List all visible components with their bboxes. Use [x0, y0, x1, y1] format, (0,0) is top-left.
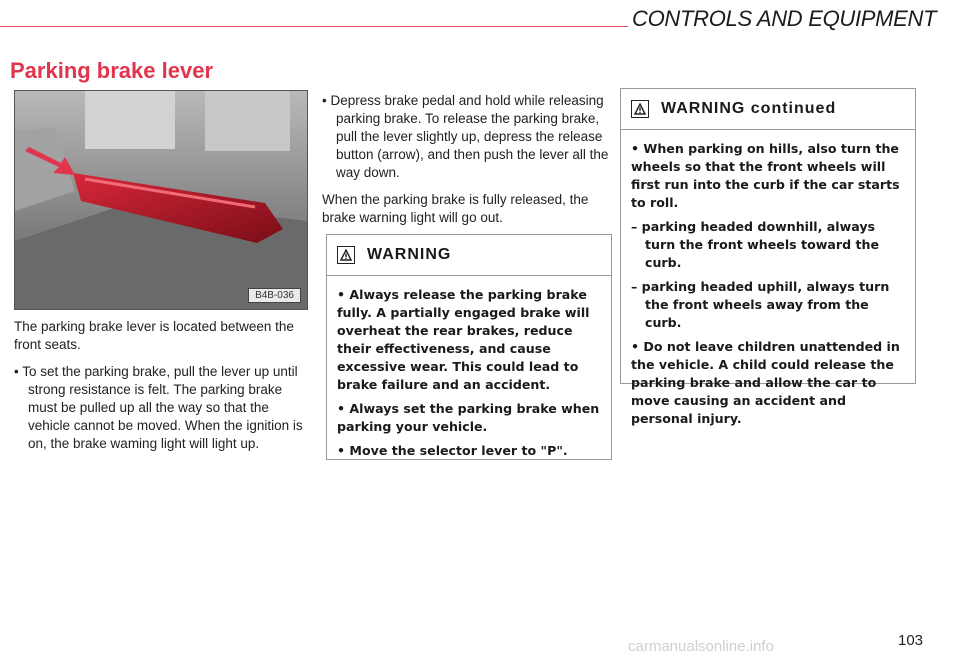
section-header: CONTROLS AND EQUIPMENT [632, 6, 937, 31]
warning-continued-header [621, 89, 915, 130]
page-number: 103 [898, 632, 924, 649]
parking-brake-illustration [15, 91, 307, 309]
warning-item: • Always release the parking brake fully. A partially engaged brake will overheat the rear brakes, reduce their effectiveness, and cause excessive wear. This could lead to brake failure and an accident. [337, 287, 590, 392]
header-rule [0, 26, 628, 27]
released-note: When the parking brake is fully released, the brake warning light will go out. [322, 192, 589, 225]
warning-subitem: – parking headed downhill, always turn the front wheels toward the curb. [631, 219, 879, 270]
watermark: carmanualsonline.info [628, 638, 774, 655]
parking-brake-photo [14, 90, 308, 310]
page-title: Parking brake lever [10, 58, 214, 83]
warning-continued-body [621, 130, 915, 428]
warning-header [327, 235, 611, 276]
release-brake-instruction: • Depress brake pedal and hold while releasing parking brake. To release the parking brake, pull the lever slightly up, depress the release button (arrow), and then push the lever all the way down. [322, 93, 609, 180]
column-1 [14, 318, 306, 462]
warning-body [327, 276, 611, 460]
figure-code: B4B-036 [248, 288, 301, 303]
warning-triangle-icon [337, 246, 355, 264]
warning-continued-box [620, 88, 916, 426]
warning-triangle-icon [631, 100, 649, 118]
warning-item: • Do not leave children unattended in the vehicle. A child could release the parking brake and allow the car to move causing an accident and personal injury. [631, 339, 900, 426]
warning-item: • Move the selector lever to "P". [337, 443, 568, 458]
set-brake-instruction: • To set the parking brake, pull the lever up until strong resistance is felt. The parking brake must be pulled up all the way so that the vehicle cannot be moved. When the ignition is on, the brake waming light will light up. [14, 364, 303, 451]
warning-continued-title: WARNING continued [661, 100, 837, 117]
warning-box [326, 234, 612, 460]
figure-caption: The parking brake lever is located between the front seats. [14, 319, 294, 352]
warning-item: • When parking on hills, also turn the wheels so that the front wheels will first run into the curb if the car starts to roll. [631, 141, 900, 210]
column-2 [322, 92, 612, 236]
warning-subitem: – parking headed uphill, always turn the front wheels away from the curb. [631, 279, 890, 330]
warning-title: WARNING [367, 246, 452, 263]
warning-item: • Always set the parking brake when parking your vehicle. [337, 401, 600, 434]
